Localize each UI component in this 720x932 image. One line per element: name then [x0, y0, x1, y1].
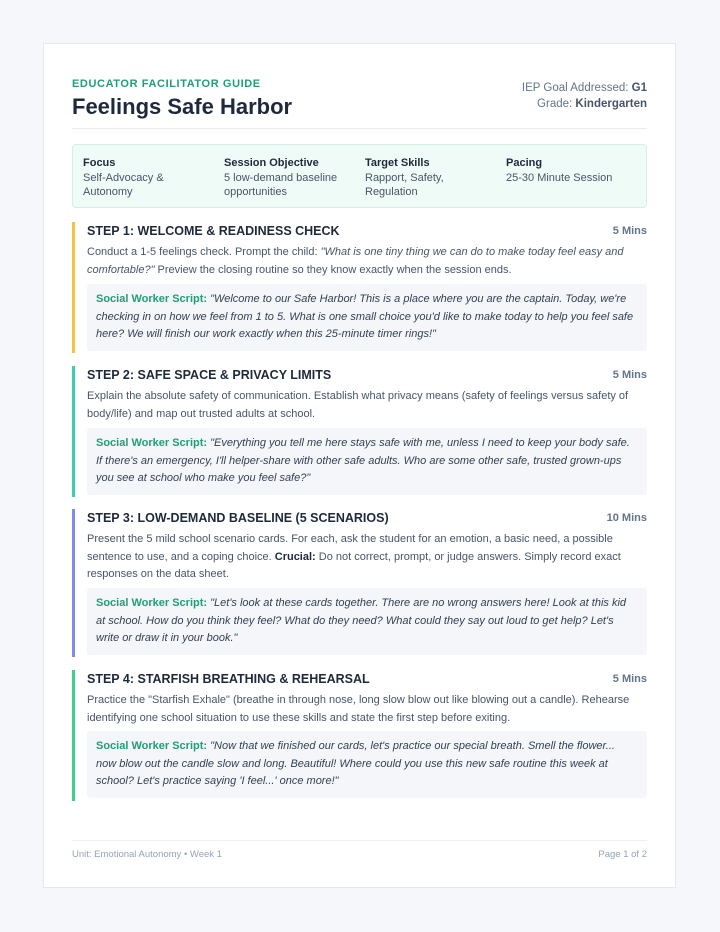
session-summary-box	[72, 144, 647, 208]
eyebrow-label: EDUCATOR FACILITATOR GUIDE	[72, 78, 261, 90]
summary-value: Rapport, Safety, Regulation	[365, 172, 444, 198]
step-duration: 5 Mins	[612, 369, 647, 381]
grade-value: Kindergarten	[575, 98, 647, 110]
summary-value: Self-Advocacy & Autonomy	[83, 172, 164, 198]
script-text: "Now that we finished our cards, let's practice our special breath. Smell the flower... now blow out the candle slow and long. Beautiful! Where could you use this new safe routine this week at school? Let's practice saying 'I feel...' once more!"	[96, 740, 615, 787]
step-duration: 5 Mins	[612, 673, 647, 685]
step-1	[72, 222, 647, 353]
social-worker-script	[87, 428, 647, 495]
script-label: Social Worker Script:	[96, 740, 208, 752]
script-text: "Welcome to our Safe Harbor! This is a place where you are the captain. Today, we're checking in on how we feel from 1 to 5. What is one small choice you'd like to make today to help you feel safe here? We will finish our work exactly when this 25-minute timer rings!"	[96, 293, 634, 340]
script-label: Social Worker Script:	[96, 293, 208, 305]
summary-value: 25-30 Minute Session	[506, 172, 613, 184]
header-divider	[72, 128, 647, 129]
footer-divider	[72, 840, 647, 841]
step-2	[72, 366, 647, 497]
social-worker-script	[87, 588, 647, 655]
summary-label: Session Objective	[224, 157, 319, 169]
summary-label: Focus	[83, 157, 116, 169]
social-worker-script	[87, 731, 647, 798]
summary-label: Target Skills	[365, 157, 430, 169]
summary-skills	[365, 156, 495, 199]
grade-label: Grade:	[537, 98, 573, 110]
page-title: Feelings Safe Harbor	[72, 94, 293, 119]
iep-goal-label: IEP Goal Addressed:	[521, 82, 629, 94]
page-number: Page 1 of 2	[598, 849, 647, 860]
summary-value: 5 low-demand baseline opportunities	[224, 172, 338, 198]
step-title: STEP 1: WELCOME & READINESS CHECK	[87, 224, 340, 238]
guide-page	[43, 43, 676, 888]
step-description: Conduct a 1-5 feelings check. Prompt the child: "What is one tiny thing we can do to make today feel easy and comfortable?" Preview the closing routine so they know exactly when the session ends.	[87, 246, 624, 276]
step-title: STEP 3: LOW-DEMAND BASELINE (5 SCENARIOS)	[87, 511, 389, 525]
script-text: "Everything you tell me here stays safe with me, unless I need to keep your body safe. If there's an emergency, I'll helper-share with other safe adults. Who are some other safe, trusted grown-ups you see at school who make you feel safe?"	[96, 437, 630, 484]
step-4	[72, 670, 647, 801]
summary-objective	[224, 156, 354, 199]
step-duration: 10 Mins	[606, 512, 647, 524]
footer-unit: Unit: Emotional Autonomy • Week 1	[72, 849, 222, 860]
summary-pacing	[506, 156, 636, 185]
step-description: Explain the absolute safety of communication. Establish what privacy means (safety of feelings versus safety of body/life) and map out trusted adults at school.	[87, 390, 629, 420]
summary-label: Pacing	[506, 157, 543, 169]
script-label: Social Worker Script:	[96, 437, 208, 449]
step-description: Practice the "Starfish Exhale" (breathe in through nose, long slow blow out like blowing out a candle). Rehearse identifying one school situation to use these skills and state the first step before exiting.	[87, 694, 630, 724]
goal-meta	[522, 80, 647, 112]
step-description: Present the 5 mild school scenario cards. For each, ask the student for an emotion, a basic need, a possible sentence to use, and a coping choice. Crucial: Do not correct, prompt, or judge answers. Simply record exact responses on the data sheet.	[87, 533, 621, 580]
step-title: STEP 4: STARFISH BREATHING & REHEARSAL	[87, 672, 370, 686]
step-title: STEP 2: SAFE SPACE & PRIVACY LIMITS	[87, 368, 332, 382]
script-label: Social Worker Script:	[96, 597, 208, 609]
social-worker-script	[87, 284, 647, 351]
script-text: "Let's look at these cards together. There are no wrong answers here! Look at this kid at school. How do you think they feel? What do they need? What could they say out loud to get help? Let's write or draw it in your book."	[96, 597, 627, 644]
step-3	[72, 509, 647, 657]
summary-focus	[83, 156, 213, 199]
iep-goal-value: G1	[631, 82, 647, 94]
step-duration: 5 Mins	[612, 225, 647, 237]
